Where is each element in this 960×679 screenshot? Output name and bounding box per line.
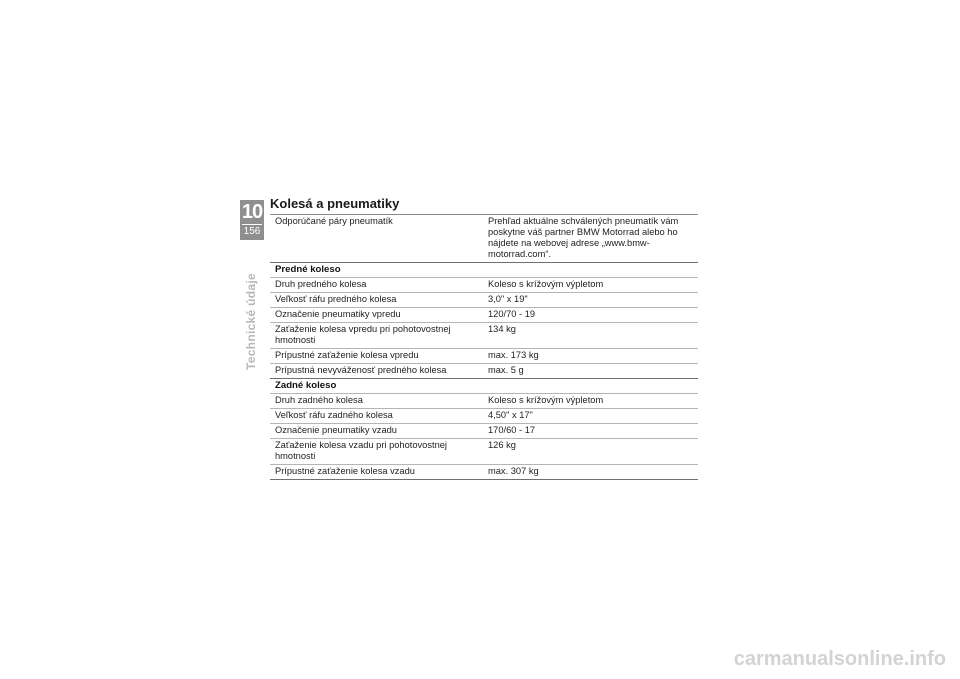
row-label: Prípustné zaťaženie kolesa vzadu (275, 466, 415, 476)
chapter-tab (240, 200, 264, 240)
table-row (270, 424, 698, 439)
row-value: 170/60 - 17 (488, 425, 536, 435)
row-label: Označenie pneumatiky vzadu (275, 425, 397, 435)
table-row (270, 293, 698, 308)
rear-wheel-rows (270, 394, 698, 480)
table-row (270, 394, 698, 409)
row-value: 126 kg (488, 440, 516, 450)
row-label: Označenie pneumatiky vpredu (275, 309, 401, 319)
row-value: 3,0" x 19" (488, 294, 528, 304)
table-row (270, 364, 698, 379)
row-value: 120/70 - 19 (488, 309, 536, 319)
table-row-intro (270, 215, 698, 263)
table-row (270, 323, 698, 349)
table-row (270, 349, 698, 364)
row-label: Veľkosť ráfu predného kolesa (275, 294, 397, 304)
row-label: Odporúčané páry pneumatík (275, 216, 393, 226)
row-value: Prehľad aktuálne schválených pneumatík vám poskytne váš partner BMW Motorrad alebo ho nájdete na webovej adrese „www.bmw-motorrad.com“. (488, 216, 679, 259)
table-row (270, 308, 698, 323)
chapter-side-title: Technické údaje (244, 273, 258, 370)
row-value: max. 307 kg (488, 466, 539, 476)
section-title: Kolesá a pneumatiky (270, 196, 400, 211)
row-label: Zaťaženie kolesa vzadu pri pohotovostnej hmotnosti (275, 440, 447, 461)
row-value: Koleso s krížovým výpletom (488, 395, 604, 405)
page-number: 156 (243, 226, 261, 237)
row-label: Zaťaženie kolesa vpredu pri pohotovostnej hmotnosti (275, 324, 451, 345)
row-label: Druh predného kolesa (275, 279, 367, 289)
rear-wheel-heading: Zadné koleso (270, 379, 698, 394)
row-label: Prípustné zaťaženie kolesa vpredu (275, 350, 419, 360)
front-wheel-heading: Predné koleso (270, 263, 698, 278)
row-label: Prípustná nevyváženosť predného kolesa (275, 365, 447, 375)
row-value: Koleso s krížovým výpletom (488, 279, 604, 289)
spec-table (270, 214, 698, 480)
front-wheel-rows (270, 278, 698, 379)
watermark: carmanualsonline.info (733, 648, 946, 670)
row-value: max. 173 kg (488, 350, 539, 360)
row-value: max. 5 g (488, 365, 524, 375)
row-value: 134 kg (488, 324, 516, 334)
table-row (270, 465, 698, 480)
row-label: Druh zadného kolesa (275, 395, 363, 405)
table-row (270, 439, 698, 465)
chapter-divider (242, 224, 262, 225)
chapter-number: 10 (241, 201, 263, 223)
table-row (270, 409, 698, 424)
row-value: 4,50" x 17" (488, 410, 533, 420)
table-row (270, 278, 698, 293)
row-label: Veľkosť ráfu zadného kolesa (275, 410, 393, 420)
